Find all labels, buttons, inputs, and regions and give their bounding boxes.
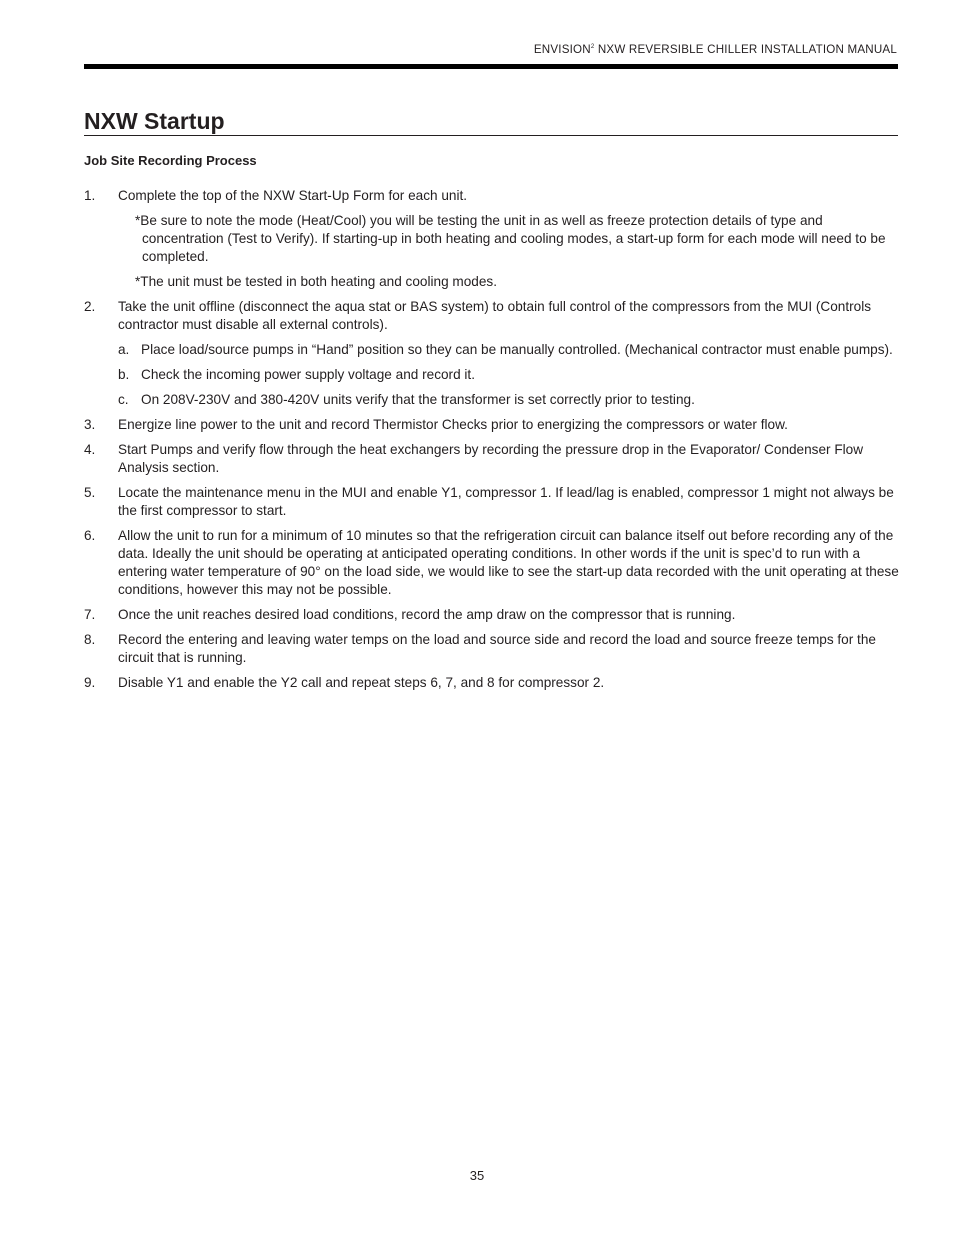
step-text: Start Pumps and verify flow through the heat exchangers by recording the pressure drop in the Evaporator/ Condenser Flow Analysis section. <box>118 442 864 475</box>
step-number: 5. <box>84 485 96 500</box>
step-number: 1. <box>84 188 96 203</box>
step-6 <box>84 527 899 599</box>
running-header <box>534 43 897 56</box>
step-1 <box>84 187 899 205</box>
steps-list <box>84 187 899 699</box>
substep-letter: a. <box>118 342 130 357</box>
step-text: Once the unit reaches desired load conditions, record the amp draw on the compressor that is running. <box>118 607 736 622</box>
step-number: 3. <box>84 417 96 432</box>
step-number: 2. <box>84 299 96 314</box>
step-5 <box>84 484 899 520</box>
step-1-note-2: *The unit must be tested in both heating and cooling modes. <box>135 274 497 289</box>
step-3 <box>84 416 899 434</box>
header-brand: ENVISION <box>533 43 591 56</box>
step-number: 8. <box>84 632 96 647</box>
step-text: Record the entering and leaving water temps on the load and source side and record the load and source freeze temps for the circuit that is running. <box>118 632 876 665</box>
substep-letter: b. <box>118 367 130 382</box>
header-rule <box>84 64 898 69</box>
step-9 <box>84 674 899 692</box>
step-7 <box>84 606 899 624</box>
page-number: 35 <box>469 1168 485 1183</box>
header-brand-superscript: 2 <box>590 44 595 50</box>
substep-c <box>84 391 899 409</box>
substep-b <box>84 366 899 384</box>
substep-text: Check the incoming power supply voltage and record it. <box>141 367 475 382</box>
substep-text: On 208V-230V and 380-420V units verify that the transformer is set correctly prior to testing. <box>141 392 695 407</box>
step-2 <box>84 298 899 334</box>
step-number: 9. <box>84 675 96 690</box>
step-text: Allow the unit to run for a minimum of 10 minutes so that the refrigeration circuit can balance itself out before recording any of the data. Ideally the unit should be operating at anticipated operating conditions. In other words if the unit is spec’d to run with a entering water temperature of 90° on the load side, we would like to see the start-up data recorded with the unit operating at these conditions, however this may not be possible. <box>118 528 899 597</box>
step-text: Take the unit offline (disconnect the aqua stat or BAS system) to obtain full control of the compressors from the MUI (Controls contractor must disable all external controls). <box>118 299 872 332</box>
section-subtitle: Job Site Recording Process <box>84 153 257 168</box>
step-text: Locate the maintenance menu in the MUI and enable Y1, compressor 1. If lead/lag is enabled, compressor 1 might not always be the first compressor to start. <box>118 485 894 518</box>
substep-letter: c. <box>118 392 129 407</box>
substep-a <box>84 341 899 359</box>
step-text: Energize line power to the unit and record Thermistor Checks prior to energizing the compressors or water flow. <box>118 417 788 432</box>
step-text: Complete the top of the NXW Start-Up Form for each unit. <box>118 188 468 203</box>
step-number: 6. <box>84 528 96 543</box>
step-number: 4. <box>84 442 96 457</box>
substep-text: Place load/source pumps in “Hand” position so they can be manually controlled. (Mechanical contractor must enable pumps). <box>141 342 893 357</box>
step-text: Disable Y1 and enable the Y2 call and repeat steps 6, 7, and 8 for compressor 2. <box>118 675 605 690</box>
page-title: NXW Startup <box>84 108 898 136</box>
step-number: 7. <box>84 607 96 622</box>
step-8 <box>84 631 899 667</box>
header-manual-title: NXW REVERSIBLE CHILLER INSTALLATION MANUAL <box>594 43 897 56</box>
step-4 <box>84 441 899 477</box>
step-1-note-1: *Be sure to note the mode (Heat/Cool) you will be testing the unit in as well as freeze protection details of type and concentration (Test to Verify). If starting-up in both heating and cooling modes, a start-up form for each mode will need to be completed. <box>135 213 886 264</box>
